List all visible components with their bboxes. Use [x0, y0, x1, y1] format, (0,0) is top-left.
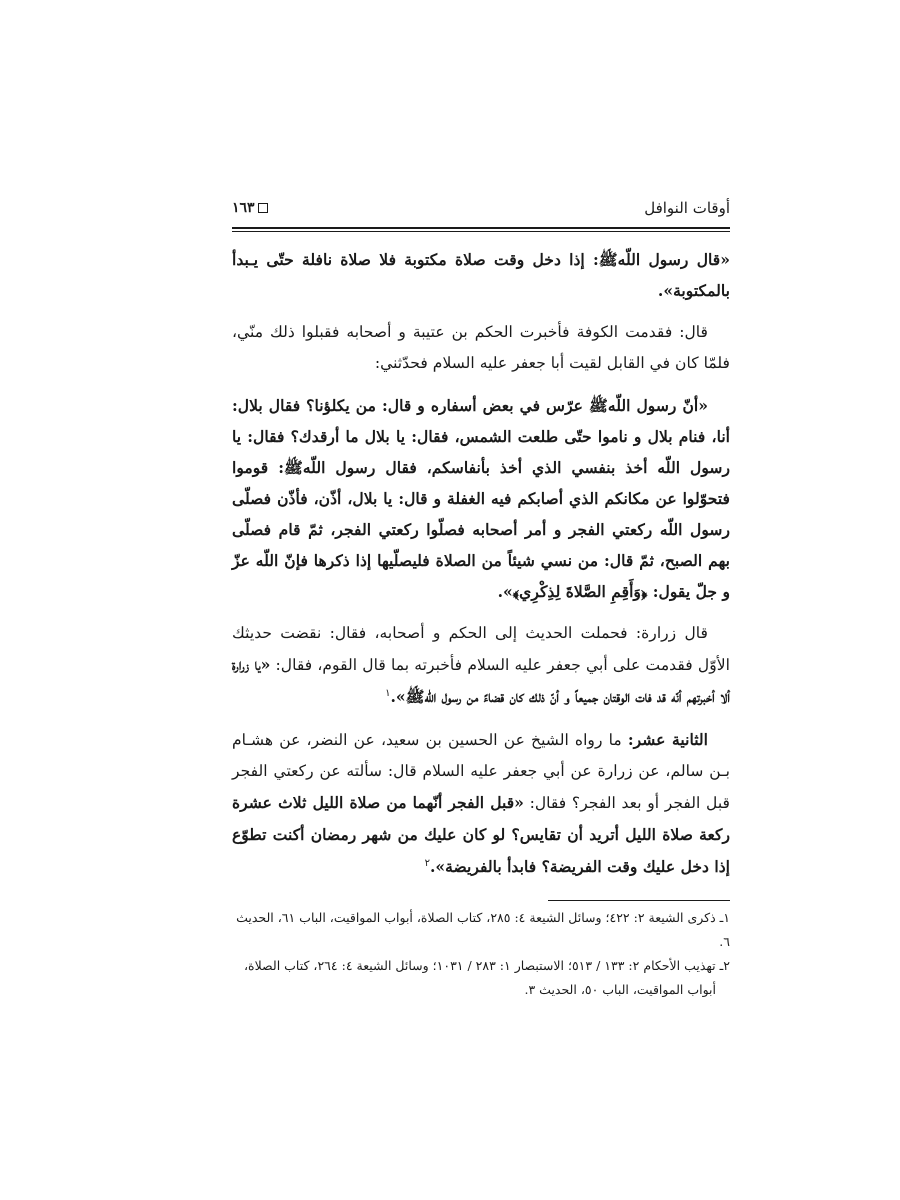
footnote-ref-2[interactable]: ٢	[424, 857, 430, 869]
paragraph-3: «أنّ رسول اللّه‌ﷺ عرّس في بعض أسفاره و قال: من يكلؤنا؟ فقال بلال: أنا، فنام بلال و ناموا حتّى طلعت الشمس، فقال: يا بلال ما أرقدك؟ فقال: يا رسول اللّه أخذ بنفسي الذي أخذ بأنفاسكم، فقال رسول اللّه‌ﷺ: قوموا فتحوّلوا عن مكانكم الذي أصابكم فيه الغفلة و قال: يا بلال، أذّن، فأذّن فصلّى رسول اللّه ركعتي الفجر و أمر أصحابه فصلّوا ركعتي الفجر، ثمّ قام فصلّى بهم الصبح، ثمّ قال: من نسي شيئاً من الصلاة فليصلّيها إذا ذكرها فإنّ اللّه عزّ و جلّ يقول: ﴿وَأَقِمِ الصَّلاةَ لِذِكْرِي﴾».	[232, 396, 730, 601]
paragraph-5	[232, 724, 730, 883]
paragraph-5-text: ما رواه الشيخ عن الحسين بن سعيد، عن النضر، عن هشـام بـن سالم، عن زرارة عن أبي جعفر عليه السلام قال: سألته عن ركعتي الفجر قبل الفجر أو بعد الفجر؟ فقال:	[232, 731, 730, 812]
paragraph-4-text: قال زرارة: فحملت الحديث إلى الحكم و أصحابه، فقال: نقضت حديثك الأوّل فقدمت على أبي جعفر عليه السلام فأخبرته بما قال القوم، فقال:	[232, 624, 730, 674]
paragraph-4-quote: «يا زرارة ألا أخبرتهم أنّه قد فات الوقتان جميعاً و أنّ ذلك كان قضاءً من رسول اللّه‌ﷺ».	[232, 655, 730, 706]
paragraph-2: قال: فقدمت الكوفة فأخبرت الحكم بن عتيبة و أصحابه فقبلوا ذلك منّي، فلمّا كان في القابل لقيت أبا جعفر عليه السلام فحدّثني:	[232, 323, 730, 372]
footnote-2: ٢ـ تهذيب الأحكام ٢: ١٣٣ / ٥١٣؛ الاستبصار ١: ٢٨٣ / ١٠٣١؛ وسائل الشيعة ٤: ٢٦٤، كتاب الصلاة،	[244, 958, 730, 973]
main-text	[232, 244, 730, 894]
paragraph-5-heading: الثانية عشر:	[627, 730, 709, 749]
header-rule-thick	[232, 227, 730, 229]
paragraph-1: «قال رسول اللّه‌ﷺ: إذا دخل وقت صلاة مكتوبة فلا صلاة نافلة حتّى يـبدأ بالمكتوبة».	[232, 250, 730, 300]
footnote-separator	[548, 900, 730, 901]
header-rule-thin	[232, 231, 730, 232]
footnote-1: ١ـ ذكرى الشيعة ٢: ٤٢٢؛ وسائل الشيعة ٤: ٢٨٥، كتاب الصلاة، أبواب المواقيت، الباب ٦١، الحديث ٦.	[236, 910, 730, 949]
page-number: ١٦٣	[232, 200, 255, 216]
footnote-2-continuation: أبواب المواقيت، الباب ٥٠، الحديث ٣.	[524, 982, 716, 997]
square-marker-icon	[258, 203, 268, 213]
paragraph-4	[232, 618, 730, 713]
page-number-block	[232, 200, 268, 216]
paragraph-5-quote: «قبل الفجر أنّهما من صلاة الليل ثلاث عشرة ركعة صلاة الليل أتريد أن تقايس؟ لو كان عليك من شهر رمضان أكنت تطوّع إذا دخل عليك وقت الفريضة؟ فابدأ بالفريضة».	[232, 793, 730, 876]
footnotes	[232, 906, 730, 1002]
page-header	[232, 198, 730, 226]
footnote-ref-1[interactable]: ١	[385, 687, 391, 699]
running-title: أوقات النوافل	[644, 199, 730, 217]
